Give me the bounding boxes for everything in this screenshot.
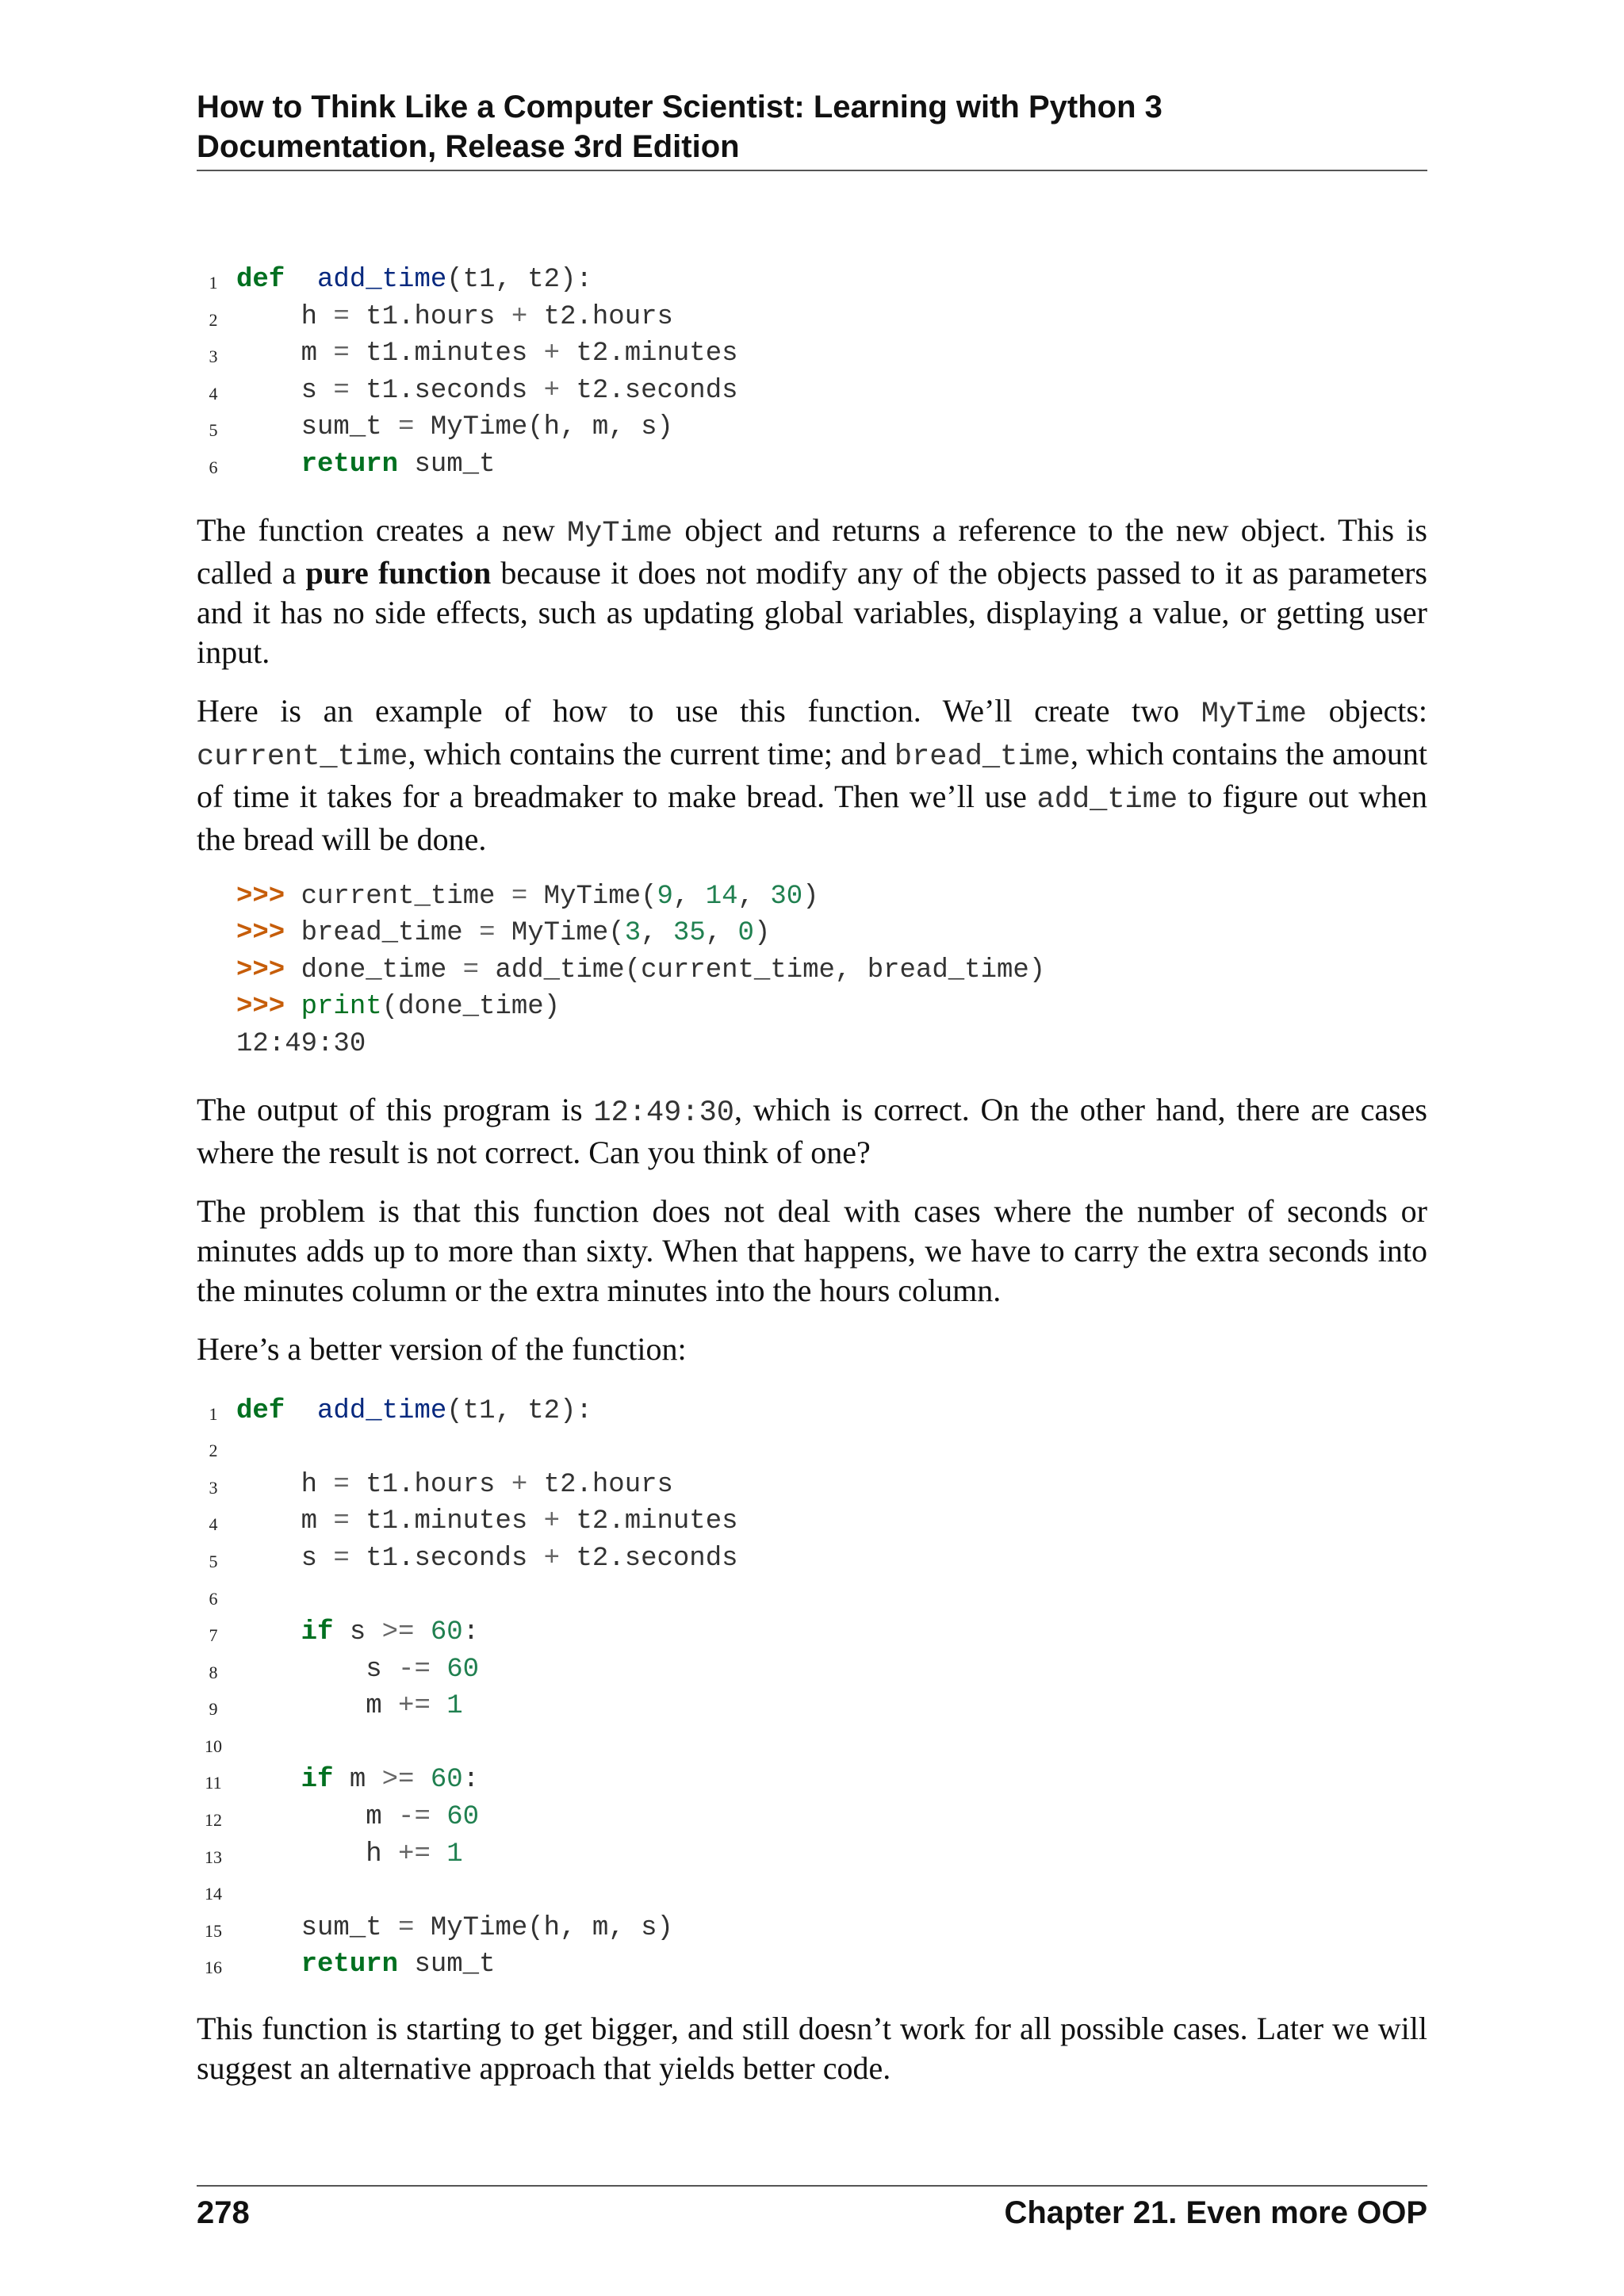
code-token bbox=[431, 1655, 446, 1685]
line-number: 5 bbox=[209, 1551, 218, 1571]
text-run: The function creates a new bbox=[197, 511, 567, 548]
code-line bbox=[209, 1614, 1427, 1651]
code-token: t2.hours bbox=[527, 1469, 673, 1500]
code-token: add_time(current_time, bread_time) bbox=[479, 955, 1046, 985]
line-number: 6 bbox=[209, 457, 218, 477]
line-number: 1 bbox=[209, 1403, 218, 1424]
line-number: 13 bbox=[205, 1846, 222, 1867]
paragraph-pure-function bbox=[197, 511, 1427, 672]
code-token: def bbox=[236, 1395, 285, 1426]
code-token: + bbox=[543, 339, 561, 369]
code-line bbox=[205, 1910, 1427, 1947]
code-line bbox=[209, 299, 1427, 336]
code-token: 60 bbox=[446, 1654, 480, 1685]
code-line bbox=[236, 878, 1427, 916]
text-run: Here is an example of how to use this function. We’ll create two bbox=[197, 692, 1201, 729]
code-line bbox=[209, 1503, 1427, 1540]
code-line bbox=[209, 262, 1427, 299]
code-token bbox=[236, 1950, 301, 1980]
code-token: >>> bbox=[236, 881, 285, 912]
code-token: ) bbox=[802, 881, 819, 912]
code-token: t1.minutes bbox=[349, 1506, 544, 1537]
code-token: m bbox=[236, 1802, 399, 1833]
code-token: 1 bbox=[446, 1691, 463, 1722]
code-token bbox=[431, 1802, 446, 1832]
code-line bbox=[209, 335, 1427, 373]
paragraph-output bbox=[197, 1090, 1427, 1173]
code-token: 60 bbox=[430, 1617, 463, 1648]
code-token: = bbox=[479, 918, 496, 949]
code-token: >>> bbox=[236, 918, 285, 949]
text-run: , which is correct. On the other hand, there are cases where the result is not correct. Can you think of one? bbox=[197, 1091, 1427, 1170]
code-token: 1 bbox=[446, 1839, 463, 1869]
code-token: = bbox=[511, 881, 528, 912]
line-number: 8 bbox=[209, 1662, 218, 1682]
code-token: t2.minutes bbox=[560, 339, 738, 369]
inline-code: MyTime bbox=[1201, 697, 1307, 731]
code-token: : bbox=[462, 1617, 480, 1648]
paragraph-problem bbox=[197, 1192, 1427, 1311]
code-token: (t1, t2): bbox=[446, 265, 592, 295]
code-token: >= bbox=[381, 1617, 415, 1648]
code-token: s bbox=[236, 375, 334, 406]
code-token: t1.hours bbox=[349, 301, 511, 332]
inline-code: MyTime bbox=[566, 516, 673, 550]
code-token: if bbox=[301, 1765, 334, 1796]
code-token: sum_t bbox=[398, 449, 496, 480]
code-token: (done_time) bbox=[381, 992, 561, 1023]
chapter-title: Chapter 21. Even more OOP bbox=[1004, 2195, 1427, 2230]
code-token: bread_time bbox=[285, 918, 480, 949]
text-run: objects: bbox=[1306, 692, 1427, 729]
code-line bbox=[209, 1540, 1427, 1578]
code-token: sum_t bbox=[398, 1950, 496, 1980]
code-line bbox=[205, 1762, 1427, 1799]
code-token: sum_t bbox=[236, 1912, 399, 1943]
code-token: t1.seconds bbox=[349, 375, 544, 406]
code-token: MyTime(h, m, s) bbox=[414, 412, 673, 443]
line-number: 4 bbox=[209, 1514, 218, 1535]
code-token: MyTime( bbox=[495, 918, 625, 949]
code-token: add_time bbox=[317, 265, 447, 295]
text-run: The output of this program is bbox=[197, 1091, 594, 1127]
page bbox=[197, 87, 1427, 2088]
code-token: = bbox=[333, 375, 350, 406]
code-token: MyTime( bbox=[527, 881, 657, 912]
header-title-line-1: How to Think Like a Computer Scientist: Learning with Python 3 bbox=[197, 90, 1162, 124]
inline-code: current_time bbox=[197, 740, 408, 774]
code-token: = bbox=[333, 339, 350, 369]
code-token: + bbox=[543, 1543, 561, 1574]
code-token: ) bbox=[753, 918, 771, 949]
code-token: += bbox=[398, 1691, 431, 1722]
code-token: = bbox=[333, 1469, 350, 1500]
code-token: MyTime(h, m, s) bbox=[414, 1912, 673, 1943]
line-number: 6 bbox=[209, 1588, 218, 1609]
line-number: 2 bbox=[209, 1441, 218, 1461]
text-run: to figure out when the bread will be done. bbox=[197, 778, 1428, 857]
code-token: , bbox=[641, 918, 673, 949]
code-line bbox=[236, 1026, 1427, 1063]
paragraph-conclusion bbox=[197, 2009, 1427, 2088]
doctest-block bbox=[197, 878, 1427, 1063]
line-number: 1 bbox=[209, 273, 218, 293]
code-line bbox=[205, 1873, 1427, 1910]
code-token bbox=[414, 1765, 430, 1795]
bold-term: pure function bbox=[305, 554, 492, 591]
code-token: if bbox=[301, 1617, 334, 1648]
paragraph-example-usage bbox=[197, 691, 1427, 859]
code-token: done_time bbox=[285, 955, 463, 985]
line-number: 2 bbox=[209, 309, 218, 330]
code-token: t2.seconds bbox=[560, 375, 738, 406]
line-number: 3 bbox=[209, 346, 218, 367]
code-token: += bbox=[398, 1839, 431, 1869]
code-token bbox=[414, 1617, 430, 1647]
code-token: 60 bbox=[446, 1802, 480, 1833]
code-token: m bbox=[333, 1765, 382, 1796]
code-token: t1.seconds bbox=[349, 1543, 544, 1574]
code-token bbox=[236, 1617, 301, 1647]
code-token: = bbox=[462, 955, 480, 985]
code-token: = bbox=[333, 1543, 350, 1574]
code-line bbox=[209, 446, 1427, 484]
code-token: s bbox=[333, 1617, 382, 1648]
text-run: , which contains the amount of time it takes for a breadmaker to make bread. Then we’ll use bbox=[197, 735, 1427, 814]
text-run: , which contains the current time; and bbox=[408, 735, 894, 771]
code-token: = bbox=[333, 301, 350, 332]
line-number: 3 bbox=[209, 1477, 218, 1498]
code-token: + bbox=[543, 375, 561, 406]
code-line bbox=[209, 1429, 1427, 1467]
code-token: add_time bbox=[317, 1395, 447, 1426]
code-line bbox=[209, 1578, 1427, 1615]
code-token: , bbox=[672, 881, 706, 912]
code-token: 30 bbox=[770, 881, 803, 912]
code-token: t2.hours bbox=[527, 301, 673, 332]
line-number: 14 bbox=[205, 1884, 222, 1904]
code-line bbox=[205, 1946, 1427, 1984]
code-line bbox=[236, 989, 1427, 1026]
code-token: h bbox=[236, 301, 334, 332]
code-line bbox=[205, 1799, 1427, 1836]
code-token: + bbox=[511, 1469, 528, 1500]
code-token bbox=[431, 1839, 446, 1869]
code-token: current_time bbox=[285, 881, 511, 912]
code-token bbox=[236, 450, 301, 480]
line-number: 10 bbox=[205, 1735, 222, 1756]
code-token: h bbox=[236, 1839, 399, 1869]
code-token: t1.minutes bbox=[349, 339, 544, 369]
inline-code: bread_time bbox=[894, 740, 1071, 774]
code-line bbox=[209, 1688, 1427, 1725]
code-token: = bbox=[398, 412, 415, 443]
code-token: return bbox=[301, 1950, 399, 1980]
code-line bbox=[205, 1725, 1427, 1762]
code-token bbox=[285, 265, 317, 295]
code-token: : bbox=[462, 1765, 480, 1796]
code-token: , bbox=[737, 881, 771, 912]
code-token: h bbox=[236, 1469, 334, 1500]
code-line bbox=[209, 373, 1427, 410]
line-number: 7 bbox=[209, 1625, 218, 1646]
code-token: t1.hours bbox=[349, 1469, 511, 1500]
code-token: s bbox=[236, 1654, 399, 1685]
line-number: 15 bbox=[205, 1920, 222, 1941]
code-token: = bbox=[333, 1506, 350, 1537]
code-line bbox=[236, 915, 1427, 952]
code-token: -= bbox=[398, 1654, 431, 1685]
paragraph-better-version bbox=[197, 1330, 1427, 1369]
code-line bbox=[205, 1836, 1427, 1873]
code-line bbox=[209, 1651, 1427, 1689]
code-token: (t1, t2): bbox=[446, 1395, 592, 1426]
inline-code: 12:49:30 bbox=[593, 1096, 734, 1130]
code-token: 9 bbox=[657, 881, 673, 912]
code-token: t2.seconds bbox=[560, 1543, 738, 1574]
code-token: 60 bbox=[430, 1765, 463, 1796]
inline-code: add_time bbox=[1036, 783, 1178, 817]
code-line bbox=[209, 1393, 1427, 1430]
header-title-line-2: Documentation, Release 3rd Edition bbox=[197, 129, 740, 164]
code-token: def bbox=[236, 265, 285, 295]
code-token bbox=[236, 1765, 301, 1795]
line-number: 12 bbox=[205, 1810, 222, 1831]
code-token: m bbox=[236, 339, 334, 369]
code-line bbox=[209, 1467, 1427, 1504]
code-token: 0 bbox=[737, 918, 754, 949]
line-number: 9 bbox=[209, 1699, 218, 1720]
code-token: >= bbox=[381, 1765, 415, 1796]
code-token: -= bbox=[398, 1802, 431, 1833]
text-run: object and returns a reference to the new object. This is called a bbox=[197, 511, 1427, 591]
code-token: 14 bbox=[705, 881, 738, 912]
code-token: + bbox=[543, 1506, 561, 1537]
code-block-add-time-improved bbox=[197, 1393, 1427, 1984]
line-number: 5 bbox=[209, 420, 218, 441]
text-run: because it does not modify any of the objects passed to it as parameters and it has no side effects, such as updating global variables, displaying a value, or getting user input. bbox=[197, 554, 1427, 670]
code-token: s bbox=[236, 1543, 334, 1574]
code-token bbox=[431, 1691, 446, 1721]
code-token: m bbox=[236, 1506, 334, 1537]
code-line bbox=[236, 952, 1427, 989]
line-number: 11 bbox=[205, 1773, 222, 1793]
code-token: + bbox=[511, 301, 528, 332]
code-token bbox=[285, 992, 301, 1022]
text-run: The problem is that this function does not deal with cases where the number of seconds or minutes adds up to more than sixty. When that happens, we have to carry the extra seconds into the minutes column or the extra minutes into the hours column. bbox=[197, 1192, 1427, 1308]
code-token: 35 bbox=[672, 918, 706, 949]
code-token: >>> bbox=[236, 992, 285, 1023]
line-number: 16 bbox=[205, 1957, 222, 1978]
code-token: t2.minutes bbox=[560, 1506, 738, 1537]
code-token: = bbox=[398, 1912, 415, 1943]
code-token: 12:49:30 bbox=[236, 1028, 366, 1059]
code-token: , bbox=[705, 918, 738, 949]
code-token: sum_t bbox=[236, 412, 399, 443]
text-run: Here’s a better version of the function: bbox=[197, 1330, 687, 1367]
code-block-add-time bbox=[197, 262, 1427, 484]
page-number: 278 bbox=[197, 2195, 250, 2230]
running-header bbox=[197, 87, 1427, 171]
code-token: print bbox=[301, 992, 382, 1023]
code-token: 3 bbox=[624, 918, 642, 949]
code-token: >>> bbox=[236, 955, 285, 985]
line-number: 4 bbox=[209, 383, 218, 404]
code-token: return bbox=[301, 449, 399, 480]
code-line bbox=[209, 409, 1427, 446]
text-run: This function is starting to get bigger, and still doesn’t work for all possible cases. Later we will suggest an alternative approach that yields better code. bbox=[197, 2011, 1427, 2087]
running-footer bbox=[197, 2185, 1427, 2233]
code-token bbox=[285, 1396, 317, 1426]
code-token: m bbox=[236, 1691, 399, 1722]
